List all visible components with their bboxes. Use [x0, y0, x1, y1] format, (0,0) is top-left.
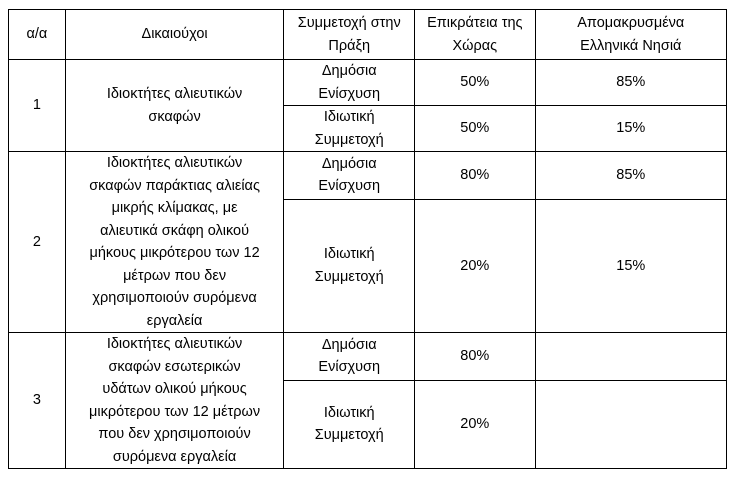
header-country: Επικράτεια της Χώρας: [415, 10, 536, 60]
participation-cell: Δημόσια Ενίσχυση: [284, 60, 415, 106]
row-number: 3: [9, 333, 66, 469]
funding-table: [8, 9, 727, 469]
table-row: [9, 60, 727, 106]
country-rate-cell: 80%: [415, 152, 536, 200]
islands-rate-cell: 85%: [535, 60, 726, 106]
header-remote-islands: Απομακρυσμένα Ελληνικά Νησιά: [535, 10, 726, 60]
row-number: 1: [9, 60, 66, 152]
country-rate-cell: 50%: [415, 60, 536, 106]
beneficiary-cell: Ιδιοκτήτες αλιευτικών σκαφών παράκτιας αλιείας μικρής κλίμακας, με αλιευτικά σκάφη ολικού μήκους μικρότερου των 12 μέτρων που δεν χρησιμοποιούν συρόμενα εργαλεία: [65, 152, 284, 333]
participation-cell: Δημόσια Ενίσχυση: [284, 333, 415, 381]
header-row: [9, 10, 727, 60]
header-beneficiaries: Δικαιούχοι: [65, 10, 284, 60]
header-participation: Συμμετοχή στην Πράξη: [284, 10, 415, 60]
country-rate-cell: 50%: [415, 106, 536, 152]
islands-rate-cell: 85%: [535, 152, 726, 200]
country-rate-cell: 80%: [415, 333, 536, 381]
islands-rate-cell: [535, 333, 726, 381]
table-row: [9, 152, 727, 200]
islands-rate-cell: 15%: [535, 106, 726, 152]
header-number: α/α: [9, 10, 66, 60]
beneficiary-cell: Ιδιοκτήτες αλιευτικών σκαφών: [65, 60, 284, 152]
participation-cell: Δημόσια Ενίσχυση: [284, 152, 415, 200]
country-rate-cell: 20%: [415, 199, 536, 332]
country-rate-cell: 20%: [415, 380, 536, 468]
islands-rate-cell: 15%: [535, 199, 726, 332]
islands-rate-cell: [535, 380, 726, 468]
participation-cell: Ιδιωτική Συμμετοχή: [284, 380, 415, 468]
row-number: 2: [9, 152, 66, 333]
participation-cell: Ιδιωτική Συμμετοχή: [284, 106, 415, 152]
participation-cell: Ιδιωτική Συμμετοχή: [284, 199, 415, 332]
beneficiary-cell: Ιδιοκτήτες αλιευτικών σκαφών εσωτερικών υδάτων ολικού μήκους μικρότερου των 12 μέτρων που δεν χρησιμοποιούν συρόμενα εργαλεία: [65, 333, 284, 469]
table-row: [9, 333, 727, 381]
